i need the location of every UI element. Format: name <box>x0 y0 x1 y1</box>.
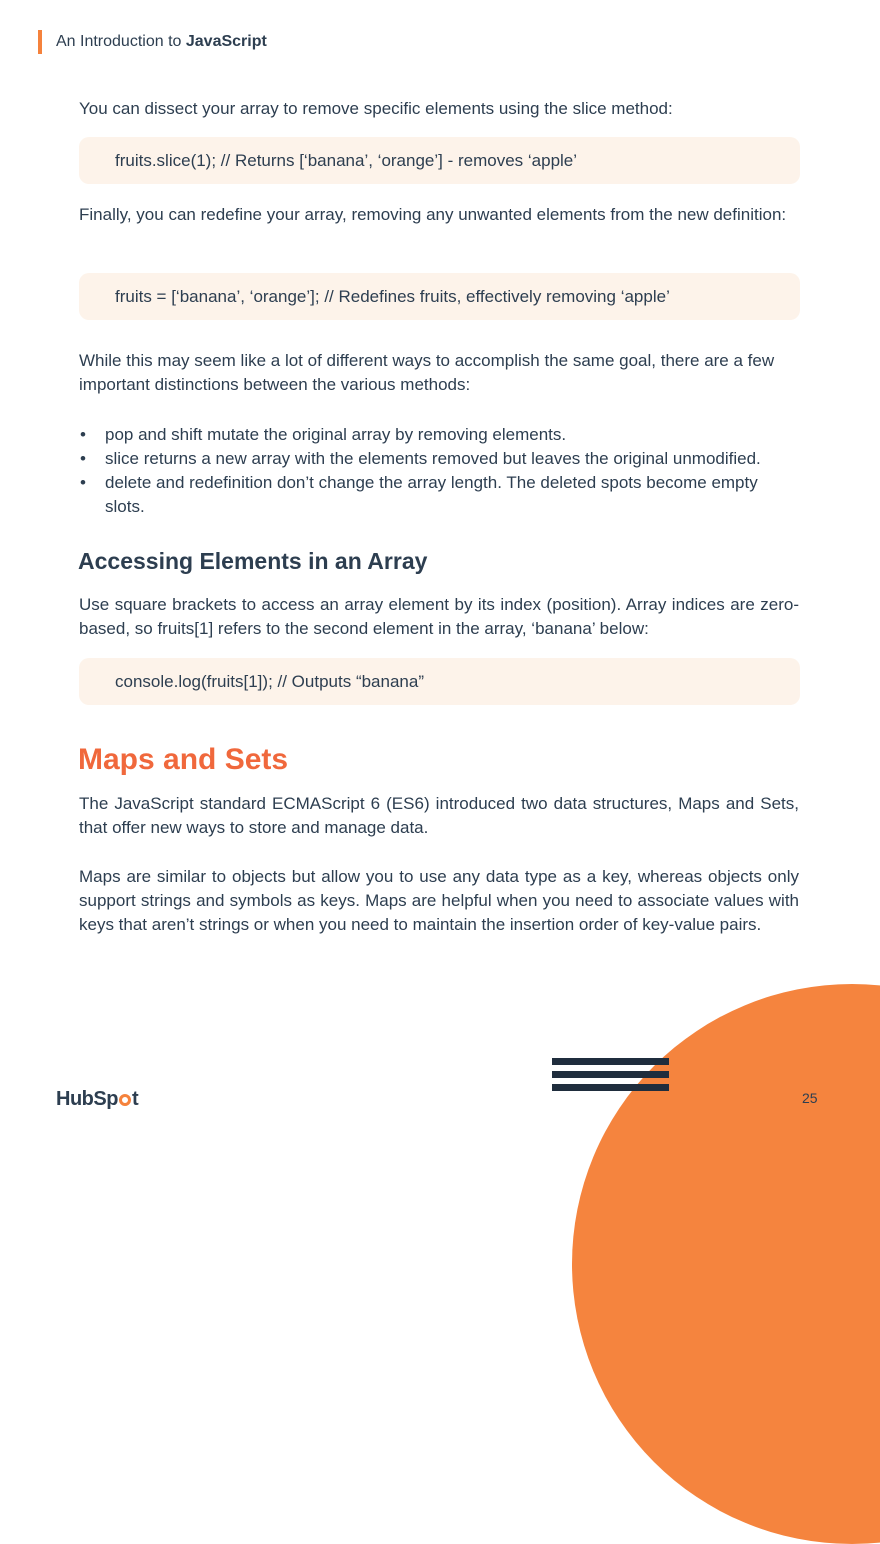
page-number: 25 <box>802 1090 818 1106</box>
logo-text-end: t <box>131 1088 139 1110</box>
bullet-item: • slice returns a new array with the elements removed but leaves the original unmodified. <box>79 447 799 471</box>
header-title <box>56 33 267 51</box>
methods-bullet-list <box>79 423 799 519</box>
stripe-line <box>552 1071 669 1078</box>
distinctions-paragraph <box>79 349 799 397</box>
accessing-paragraph <box>79 593 799 641</box>
running-header <box>38 30 267 54</box>
bullet-item: • delete and redefinition don’t change the array length. The deleted spots become empty slots. <box>79 471 799 519</box>
decorative-stripes <box>552 1058 669 1097</box>
code-access-text: console.log(fruits[1]); // Outputs “banana” <box>115 671 424 691</box>
logo-text-start: HubSp <box>56 1088 118 1110</box>
maps-sets-intro-paragraph <box>79 792 799 840</box>
code-redefine-text: fruits = [‘banana’, ‘orange’]; // Redefines fruits, effectively removing ‘apple’ <box>115 286 670 306</box>
redefine-intro-text: Finally, you can redefine your array, removing any unwanted elements from the new definition: <box>79 205 787 224</box>
accessing-text: Use square brackets to access an array element by its index (position). Array indices are zero-based, so fruits[1] refers to the second element in the array, ‘banana’ below: <box>79 595 799 638</box>
stripe-line <box>552 1058 669 1065</box>
code-block-redefine <box>79 273 800 320</box>
slice-intro-text: You can dissect your array to remove specific elements using the slice method: <box>79 99 673 118</box>
slice-intro-paragraph <box>79 97 799 121</box>
header-accent-bar <box>38 30 42 54</box>
header-title-bold: JavaScript <box>185 33 267 50</box>
section-heading-maps-sets: Maps and Sets <box>78 743 289 776</box>
code-slice-text: fruits.slice(1); // Returns [‘banana’, ‘orange’] - removes ‘apple’ <box>115 150 578 170</box>
distinctions-text: While this may seem like a lot of different ways to accomplish the same goal, there are a few important distinctions between the various methods: <box>79 351 775 394</box>
header-title-prefix: An Introduction to <box>56 33 182 50</box>
hubspot-logo <box>56 1088 138 1111</box>
maps-sets-intro-text: The JavaScript standard ECMAScript 6 (ES6) introduced two data structures, Maps and Sets, that offer new ways to store and manage data. <box>79 794 799 837</box>
section-heading-accessing: Accessing Elements in an Array <box>78 548 428 574</box>
code-block-access <box>79 658 800 705</box>
maps-detail-text: Maps are similar to objects but allow you to use any data type as a key, whereas objects only support strings and symbols as keys. Maps are helpful when you need to associate values with keys that aren’t strings or when you need to maintain the insertion order of key-value pairs. <box>79 867 799 934</box>
sprocket-icon <box>119 1094 131 1106</box>
stripe-line <box>552 1084 669 1091</box>
redefine-intro-paragraph <box>79 203 799 227</box>
code-block-slice <box>79 137 800 184</box>
maps-detail-paragraph <box>79 865 799 937</box>
bullet-item: • pop and shift mutate the original array by removing elements. <box>79 423 799 447</box>
